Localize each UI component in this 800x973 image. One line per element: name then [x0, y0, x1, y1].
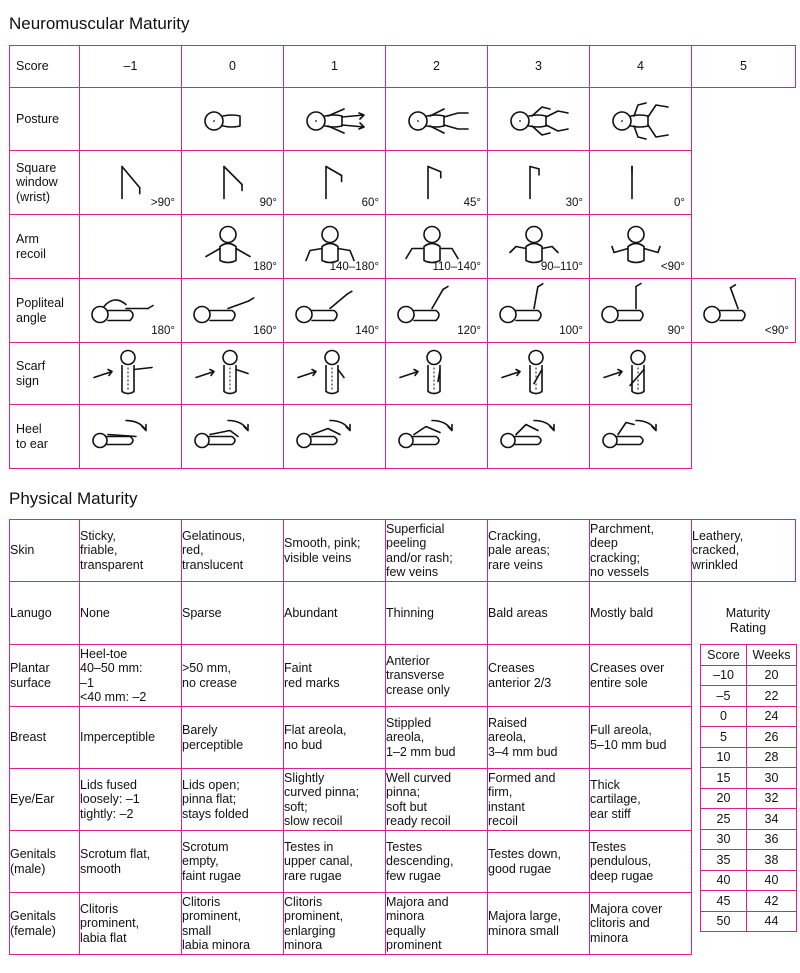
rating-weeks-cell: 20 [747, 665, 797, 686]
physical-cell: Scrotum empty, faint rugae [182, 831, 284, 893]
rating-weeks-cell: 26 [747, 727, 797, 748]
heel-to-ear-figure [488, 405, 588, 468]
score-header-cell: –1 [80, 46, 182, 88]
neuro-figure-cell [284, 405, 386, 469]
neuro-figure-cell [182, 405, 284, 469]
neuro-figure-cell [692, 279, 796, 343]
neuro-figure-cell [284, 343, 386, 405]
neuro-row-label: Popliteal angle [10, 279, 80, 343]
neuro-figure-cell [590, 279, 692, 343]
neuro-figure-cell [488, 405, 590, 469]
neuro-figure-cell [182, 279, 284, 343]
physical-cell: Testes down, good rugae [488, 831, 590, 893]
rating-score-cell: 30 [701, 829, 747, 850]
rating-score-cell: 50 [701, 911, 747, 932]
neuro-figure-cell [488, 279, 590, 343]
scarf-sign-figure [386, 343, 486, 404]
neuro-figure-cell [80, 279, 182, 343]
angle-label: 120° [457, 324, 481, 337]
scarf-sign-figure [284, 343, 384, 404]
neuro-figure-cell [386, 405, 488, 469]
neuro-figure-cell [182, 88, 284, 151]
scarf-sign-figure [80, 343, 180, 404]
angle-label: 60° [361, 196, 379, 209]
rating-weeks-cell: 38 [747, 850, 797, 871]
angle-label: 180° [151, 324, 175, 337]
physical-cell: Bald areas [488, 582, 590, 645]
physical-cell: Parchment, deep cracking; no vessels [590, 520, 692, 582]
rating-weeks-cell: 42 [747, 891, 797, 912]
physical-cell: Majora large, minora small [488, 893, 590, 955]
rating-score-cell: 5 [701, 727, 747, 748]
rating-weeks-cell: 28 [747, 747, 797, 768]
neuro-row-label: Heel to ear [10, 405, 80, 469]
posture-figure [590, 88, 690, 150]
scarf-sign-figure [488, 343, 588, 404]
neuro-figure-cell [284, 88, 386, 151]
score-header-cell: 3 [488, 46, 590, 88]
angle-label: 140–180° [329, 260, 379, 273]
empty-cell [692, 215, 796, 279]
score-header-cell: 0 [182, 46, 284, 88]
maturity-rating-title: Maturity Rating [725, 606, 771, 635]
angle-label: <90° [660, 260, 685, 273]
rating-weeks-cell: 24 [747, 706, 797, 727]
physical-maturity-table [9, 519, 796, 955]
physical-cell: Clitoris prominent, enlarging minora [284, 893, 386, 955]
neuro-figure-cell [284, 151, 386, 215]
physical-cell: Mostly bald [590, 582, 692, 645]
angle-label: 110–140° [432, 260, 481, 273]
angle-label: 140° [355, 324, 379, 337]
score-header-cell: 5 [692, 46, 796, 88]
rating-weeks-cell: 22 [747, 686, 797, 707]
angle-label: 180° [253, 260, 277, 273]
physical-cell: Lids open; pinna flat; stays folded [182, 769, 284, 831]
physical-cell: Raised areola, 3–4 mm bud [488, 707, 590, 769]
rating-header-score: Score [701, 645, 747, 666]
neuro-figure-cell [488, 88, 590, 151]
score-header-cell: 2 [386, 46, 488, 88]
rating-score-cell: 10 [701, 747, 747, 768]
empty-cell [80, 88, 182, 151]
physical-cell: Sticky, friable, transparent [80, 520, 182, 582]
rating-score-cell: 25 [701, 809, 747, 830]
physical-row-label: Plantar surface [10, 645, 80, 707]
physical-cell: Cracking, pale areas; rare veins [488, 520, 590, 582]
heel-to-ear-figure [590, 405, 690, 468]
rating-score-cell: 20 [701, 788, 747, 809]
physical-row-label: Genitals (female) [10, 893, 80, 955]
physical-cell: Sparse [182, 582, 284, 645]
neuro-row-label: Arm recoil [10, 215, 80, 279]
physical-cell: Flat areola, no bud [284, 707, 386, 769]
physical-row-label: Genitals (male) [10, 831, 80, 893]
neuro-figure-cell [590, 215, 692, 279]
neuro-figure-cell [590, 151, 692, 215]
posture-figure [488, 88, 588, 150]
neuromuscular-title: Neuromuscular Maturity [9, 14, 190, 33]
scarf-sign-figure [590, 343, 690, 404]
neuro-figure-cell [80, 151, 182, 215]
neuro-figure-cell [182, 151, 284, 215]
physical-cell: Anterior transverse crease only [386, 645, 488, 707]
maturity-rating-table [700, 644, 797, 932]
empty-cell [692, 405, 796, 469]
neuro-figure-cell [386, 279, 488, 343]
neuro-figure-cell [590, 343, 692, 405]
rating-score-cell: –10 [701, 665, 747, 686]
physical-cell: Testes descending, few rugae [386, 831, 488, 893]
rating-score-cell: 45 [701, 891, 747, 912]
neuromuscular-table [9, 45, 796, 469]
heel-to-ear-figure [182, 405, 282, 468]
neuro-figure-cell [284, 279, 386, 343]
angle-label: >90° [150, 196, 175, 209]
physical-cell: Well curved pinna; soft but ready recoil [386, 769, 488, 831]
physical-cell: Leathery, cracked, wrinkled [692, 520, 796, 582]
physical-cell: Lids fused loosely: –1 tightly: –2 [80, 769, 182, 831]
heel-to-ear-figure [386, 405, 486, 468]
rating-header-weeks: Weeks [747, 645, 797, 666]
physical-cell: Barely perceptible [182, 707, 284, 769]
physical-cell: Formed and firm, instant recoil [488, 769, 590, 831]
physical-cell: Gelatinous, red, translucent [182, 520, 284, 582]
physical-cell: Creases over entire sole [590, 645, 692, 707]
neuro-figure-cell [488, 343, 590, 405]
physical-cell: Abundant [284, 582, 386, 645]
physical-cell: Faint red marks [284, 645, 386, 707]
angle-label: 30° [565, 196, 583, 209]
neuro-figure-cell [182, 343, 284, 405]
posture-figure [386, 88, 486, 150]
angle-label: <90° [764, 324, 789, 337]
physical-cell: Heel-toe 40–50 mm: –1 <40 mm: –2 [80, 645, 182, 707]
score-header-cell: 4 [590, 46, 692, 88]
angle-label: 90° [259, 196, 277, 209]
neuro-figure-cell [386, 88, 488, 151]
neuro-figure-cell [386, 215, 488, 279]
physical-cell: Testes pendulous, deep rugae [590, 831, 692, 893]
angle-label: 45° [463, 196, 481, 209]
neuro-figure-cell [80, 343, 182, 405]
physical-row-label: Breast [10, 707, 80, 769]
physical-cell: Full areola, 5–10 mm bud [590, 707, 692, 769]
heel-to-ear-figure [80, 405, 180, 468]
physical-cell: Superficial peeling and/or rash; few veins [386, 520, 488, 582]
empty-cell [80, 215, 182, 279]
neuro-figure-cell [182, 215, 284, 279]
rating-weeks-cell: 32 [747, 788, 797, 809]
neuro-row-label: Square window (wrist) [10, 151, 80, 215]
neuro-figure-cell [488, 215, 590, 279]
rating-score-cell: 15 [701, 768, 747, 789]
empty-cell [692, 151, 796, 215]
neuro-figure-cell [386, 343, 488, 405]
physical-cell: Stippled areola, 1–2 mm bud [386, 707, 488, 769]
physical-cell: Imperceptible [80, 707, 182, 769]
physical-cell: None [80, 582, 182, 645]
physical-cell: Majora and minora equally prominent [386, 893, 488, 955]
physical-cell: >50 mm, no crease [182, 645, 284, 707]
rating-weeks-cell: 44 [747, 911, 797, 932]
angle-label: 0° [674, 196, 685, 209]
angle-label: 160° [253, 324, 277, 337]
rating-score-cell: –5 [701, 686, 747, 707]
physical-cell: Slightly curved pinna; soft; slow recoil [284, 769, 386, 831]
neuro-figure-cell [386, 151, 488, 215]
physical-cell: Scrotum flat, smooth [80, 831, 182, 893]
rating-score-cell: 35 [701, 850, 747, 871]
empty-cell [692, 343, 796, 405]
physical-cell: Creases anterior 2/3 [488, 645, 590, 707]
physical-cell: Smooth, pink; visible veins [284, 520, 386, 582]
angle-label: 90° [667, 324, 685, 337]
rating-weeks-cell: 30 [747, 768, 797, 789]
heel-to-ear-figure [284, 405, 384, 468]
posture-figure [182, 88, 282, 150]
neuro-figure-cell [590, 405, 692, 469]
physical-cell: Testes in upper canal, rare rugae [284, 831, 386, 893]
neuro-row-label: Scarf sign [10, 343, 80, 405]
physical-cell: Clitoris prominent, labia flat [80, 893, 182, 955]
physical-title: Physical Maturity [9, 489, 138, 508]
physical-row-label: Skin [10, 520, 80, 582]
rating-weeks-cell: 40 [747, 870, 797, 891]
physical-row-label: Eye/Ear [10, 769, 80, 831]
score-header-cell: 1 [284, 46, 386, 88]
physical-row-label: Lanugo [10, 582, 80, 645]
physical-cell: Clitoris prominent, small labia minora [182, 893, 284, 955]
score-header-label: Score [10, 46, 80, 88]
physical-cell: Thinning [386, 582, 488, 645]
rating-weeks-cell: 34 [747, 809, 797, 830]
neuro-figure-cell [284, 215, 386, 279]
angle-label: 100° [559, 324, 583, 337]
neuro-row-label: Posture [10, 88, 80, 151]
physical-cell: Majora cover clitoris and minora [590, 893, 692, 955]
rating-score-cell: 40 [701, 870, 747, 891]
physical-cell: Thick cartilage, ear stiff [590, 769, 692, 831]
rating-score-cell: 0 [701, 706, 747, 727]
neuro-figure-cell [80, 405, 182, 469]
neuro-figure-cell [488, 151, 590, 215]
scarf-sign-figure [182, 343, 282, 404]
angle-label: 90–110° [540, 260, 583, 273]
neuro-figure-cell [590, 88, 692, 151]
rating-weeks-cell: 36 [747, 829, 797, 850]
posture-figure [284, 88, 384, 150]
empty-cell [692, 88, 796, 151]
